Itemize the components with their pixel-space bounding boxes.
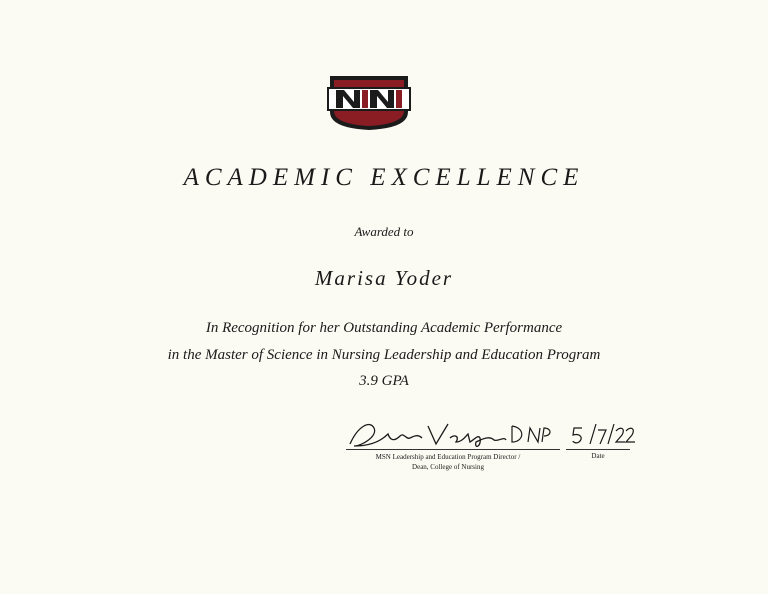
handwritten-date <box>570 422 636 450</box>
signer-role <box>330 452 566 472</box>
awarded-to-label: Awarded to <box>354 224 414 239</box>
recognition-line-2: in the Master of Science in Nursing Leadership and Education Program <box>167 347 601 363</box>
certificate-title: ACADEMIC EXCELLENCE <box>183 164 585 191</box>
date-label: Date <box>591 452 605 460</box>
recipient-name: Marisa Yoder <box>314 266 454 290</box>
signature-block <box>330 416 660 486</box>
recognition-line-1: In Recognition for her Outstanding Academic Performance <box>205 320 563 336</box>
handwritten-signature <box>344 416 554 452</box>
signer-role-line-1: MSN Leadership and Education Program Director / <box>375 453 521 461</box>
gpa-line: 3.9 GPA <box>359 373 409 389</box>
date-line <box>566 449 630 450</box>
signature-line <box>346 449 560 450</box>
nn-shield-logo-icon <box>326 72 412 132</box>
signer-role-line-2: Dean, College of Nursing <box>412 463 484 471</box>
